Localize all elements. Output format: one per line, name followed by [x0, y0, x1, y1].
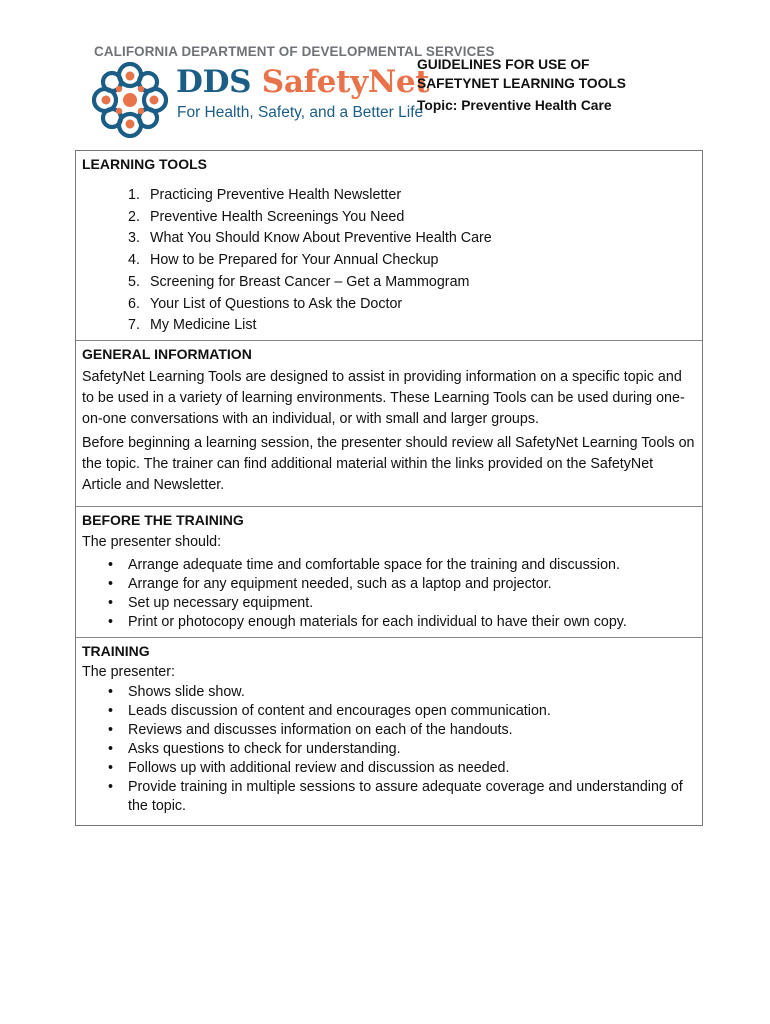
safetynet-logo-icon [92, 62, 168, 138]
list-item: 7. My Medicine List [128, 317, 257, 334]
learning-tools-section [76, 155, 702, 337]
list-item: • Arrange for any equipment needed, such as a laptop and projector. [108, 576, 552, 592]
list-item: • Provide training in multiple sessions to assure adequate coverage and understanding of the topic. [108, 779, 683, 814]
training-intro: The presenter: [82, 664, 175, 680]
list-item: • Set up necessary equipment. [108, 595, 314, 611]
guidelines-table [75, 150, 703, 826]
brand-part-dds: DDS [176, 64, 252, 100]
list-item: 5. Screening for Breast Cancer – Get a Mammogram [128, 273, 470, 290]
list-item: • Reviews and discusses information on each of the handouts. [108, 722, 513, 738]
training-section [76, 637, 702, 816]
list-item: • Shows slide show. [108, 684, 245, 700]
general-information-heading: GENERAL INFORMATION [82, 346, 252, 362]
list-item: • Print or photocopy enough materials for each individual to have their own copy. [108, 614, 627, 630]
list-item: • Arrange adequate time and comfortable space for the training and discussion. [108, 557, 620, 573]
document-header [0, 0, 770, 150]
document-title-line1: GUIDELINES FOR USE OF [417, 57, 590, 72]
before-training-section [76, 506, 702, 632]
list-item: • Asks questions to check for understanding. [108, 741, 401, 757]
list-item: • Follows up with additional review and discussion as needed. [108, 760, 510, 776]
list-item: 4. How to be Prepared for Your Annual Checkup [128, 252, 439, 269]
department-name: CALIFORNIA DEPARTMENT OF DEVELOPMENTAL SERVICES [94, 44, 495, 59]
before-training-heading: BEFORE THE TRAINING [82, 512, 244, 528]
training-list [82, 683, 696, 816]
document-title [417, 55, 626, 93]
list-item: 1. Practicing Preventive Health Newsletter [128, 187, 402, 203]
general-information-paragraph-1: SafetyNet Learning Tools are designed to assist in providing information on a specific topic and to be used in a variety of learning environments. These Learning Tools can be used during one-on-one conversations with an individual, or with small and larger groups. [82, 369, 685, 427]
before-training-intro: The presenter should: [82, 534, 222, 550]
list-item: • Leads discussion of content and encourages open communication. [108, 703, 551, 719]
brand-name [176, 64, 429, 100]
training-heading: TRAINING [82, 643, 150, 659]
document-title-line2: SAFETYNET LEARNING TOOLS [417, 76, 627, 91]
general-information-paragraph-2: Before beginning a learning session, the presenter should review all SafetyNet Learning Tools on the topic. The trainer can find additional material within the links provided on the SafetyNet Article and Newsletter. [82, 435, 695, 493]
list-item: 2. Preventive Health Screenings You Need [128, 208, 405, 225]
list-item: 6. Your List of Questions to Ask the Doctor [128, 295, 403, 312]
learning-tools-list [82, 185, 696, 337]
document-topic: Topic: Preventive Health Care [417, 98, 612, 113]
list-item: 3. What You Should Know About Preventive Health Care [128, 230, 492, 247]
brand-part-safetynet: SafetyNet [261, 64, 430, 100]
learning-tools-heading: LEARNING TOOLS [82, 156, 207, 172]
before-training-list [82, 556, 696, 632]
brand-tagline: For Health, Safety, and a Better Life [177, 104, 424, 121]
general-information-section [76, 340, 702, 496]
